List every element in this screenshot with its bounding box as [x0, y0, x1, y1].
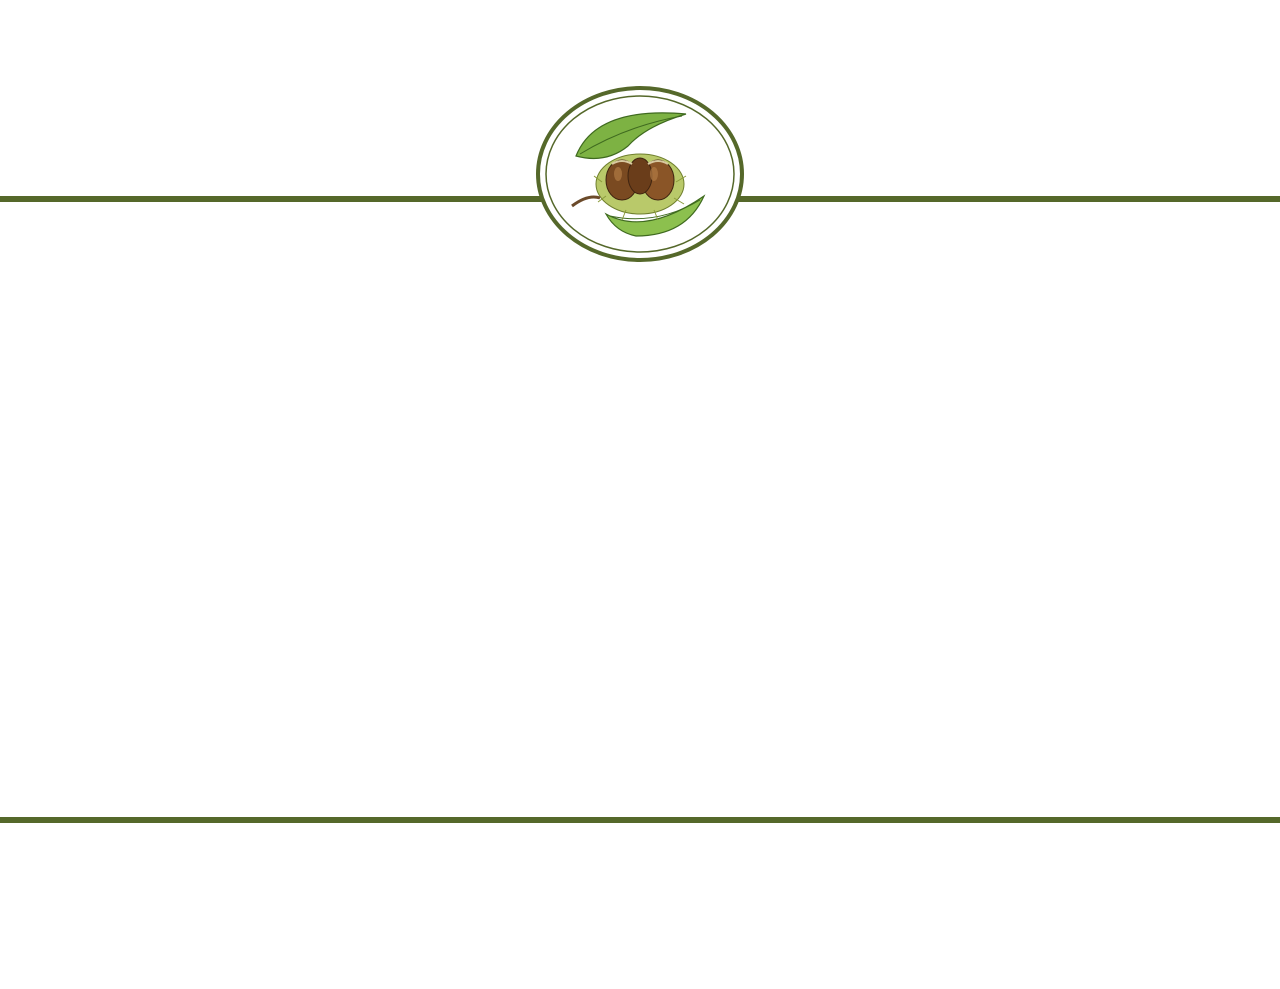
cuttings-lifestyle-column: [916, 396, 1216, 405]
chestnut-logo: [536, 86, 744, 262]
notes-column: [127, 396, 482, 397]
lavender-border-bottom: [0, 823, 1280, 989]
lavender-illustration: [0, 823, 1280, 989]
